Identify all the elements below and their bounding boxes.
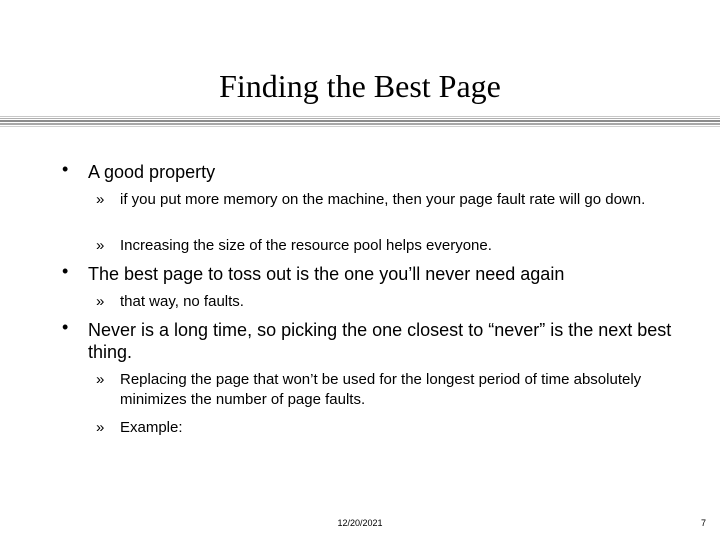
sub-bullet-text: that way, no faults. xyxy=(120,293,244,310)
sub-bullet-text: Replacing the page that won’t be used for the longest period of time absolutely minimizes the number of page faults. xyxy=(120,371,642,408)
sub-bullet-marker: » xyxy=(96,237,105,254)
title-divider xyxy=(0,116,720,127)
slide-title: Finding the Best Page xyxy=(219,68,501,104)
bullet-text: Never is a long time, so picking the one closest to “never” is the next best thing. xyxy=(88,320,672,362)
sub-bullet-marker: » xyxy=(96,371,105,388)
bullet-text: The best page to toss out is the one you’ll never need again xyxy=(88,264,565,284)
bullet-item xyxy=(62,261,688,285)
bullet-item xyxy=(62,317,688,363)
bullet-item xyxy=(62,159,688,183)
bullet-marker: • xyxy=(62,159,69,179)
sub-bullet-text: if you put more memory on the machine, then your page fault rate will go down. xyxy=(120,191,646,208)
sub-bullet-item xyxy=(96,190,680,210)
sub-bullet-item xyxy=(96,370,680,410)
sub-bullet-item xyxy=(96,418,680,438)
page-number: 7 xyxy=(700,518,706,528)
bullet-marker: • xyxy=(62,317,69,337)
sub-bullet-marker: » xyxy=(96,419,105,436)
sub-bullet-marker: » xyxy=(96,191,105,208)
bullet-text: A good property xyxy=(88,162,216,182)
sub-bullet-text: Increasing the size of the resource pool helps everyone. xyxy=(120,237,492,254)
sub-bullet-item xyxy=(96,292,680,312)
sub-bullet-item xyxy=(96,236,680,256)
sub-bullet-text: Example: xyxy=(120,419,183,436)
sub-bullet-marker: » xyxy=(96,293,105,310)
footer-date: 12/20/2021 xyxy=(337,518,383,528)
bullet-marker: • xyxy=(62,261,69,281)
